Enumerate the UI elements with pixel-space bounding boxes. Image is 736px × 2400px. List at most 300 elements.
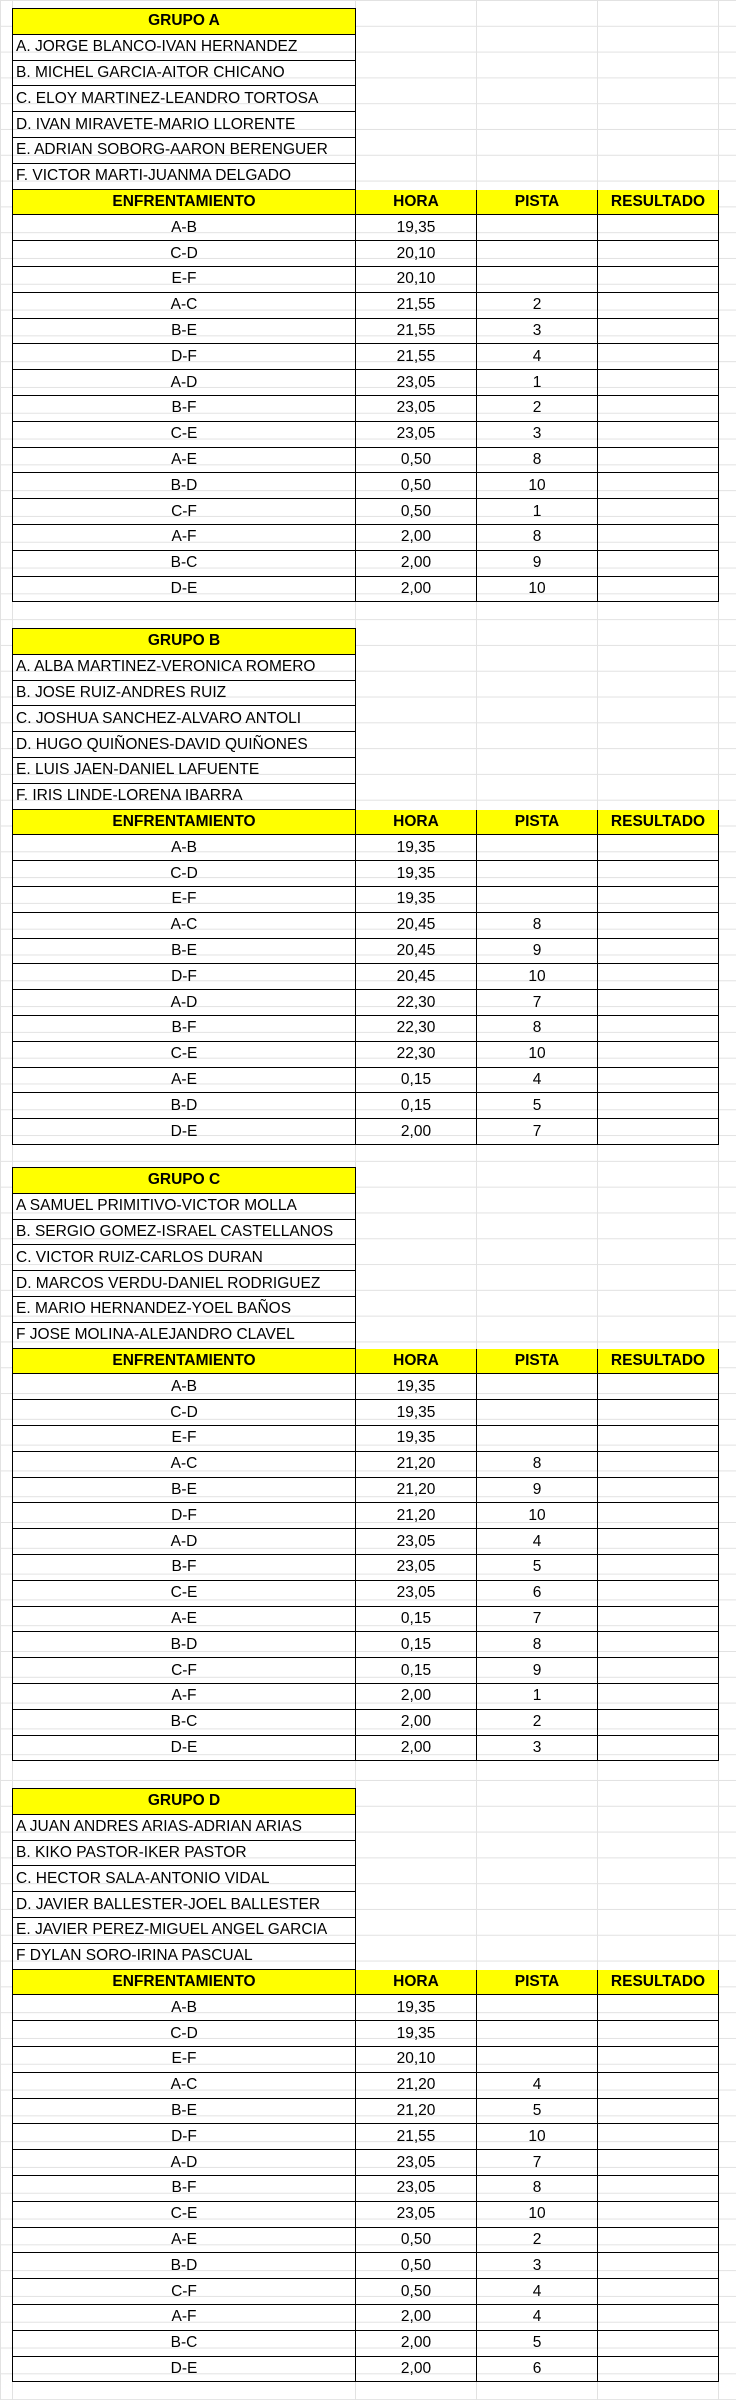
resultado-cell[interactable] [598,1477,719,1503]
match-cell[interactable]: A-E [13,1606,356,1632]
player-cell[interactable]: F JOSE MOLINA-ALEJANDRO CLAVEL [13,1322,356,1348]
empty-cell[interactable] [477,9,598,35]
resultado-cell[interactable] [598,1735,719,1761]
empty-cell[interactable] [598,1245,719,1271]
match-cell[interactable]: D-E [13,1735,356,1761]
match-cell[interactable]: B-F [13,395,356,421]
empty-cell[interactable] [356,757,477,783]
empty-cell[interactable] [477,706,598,732]
pista-cell[interactable]: 5 [477,2330,598,2356]
match-cell[interactable]: C-D [13,241,356,267]
pista-cell[interactable]: 3 [477,318,598,344]
resultado-cell[interactable] [598,473,719,499]
resultado-cell[interactable] [598,1632,719,1658]
empty-cell[interactable] [598,1866,719,1892]
empty-cell[interactable] [356,163,477,189]
match-cell[interactable]: C-E [13,1041,356,1067]
pista-cell[interactable]: 3 [477,2253,598,2279]
pista-cell[interactable]: 8 [477,912,598,938]
empty-cell[interactable] [477,783,598,809]
player-cell[interactable]: B. JOSE RUIZ-ANDRES RUIZ [13,680,356,706]
pista-cell[interactable]: 5 [477,1093,598,1119]
resultado-cell[interactable] [598,1374,719,1400]
match-cell[interactable]: B-E [13,938,356,964]
pista-cell[interactable]: 6 [477,2356,598,2382]
empty-cell[interactable] [356,112,477,138]
pista-cell[interactable]: 7 [477,2150,598,2176]
match-cell[interactable]: B-E [13,318,356,344]
hora-cell[interactable]: 23,05 [356,2150,477,2176]
pista-cell[interactable]: 10 [477,1041,598,1067]
empty-cell[interactable] [598,9,719,35]
match-cell[interactable]: A-D [13,1529,356,1555]
pista-cell[interactable]: 10 [477,473,598,499]
resultado-cell[interactable] [598,1451,719,1477]
resultado-cell[interactable] [598,292,719,318]
resultado-cell[interactable] [598,2201,719,2227]
hora-cell[interactable]: 23,05 [356,370,477,396]
empty-cell[interactable] [477,757,598,783]
match-cell[interactable]: D-E [13,1119,356,1145]
hora-cell[interactable]: 21,20 [356,1503,477,1529]
pista-cell[interactable] [477,2021,598,2047]
player-cell[interactable]: A. JORGE BLANCO-IVAN HERNANDEZ [13,34,356,60]
empty-cell[interactable] [477,86,598,112]
group-title[interactable]: GRUPO A [13,9,356,35]
player-cell[interactable]: B. MICHEL GARCIA-AITOR CHICANO [13,60,356,86]
empty-cell[interactable] [598,1322,719,1348]
match-cell[interactable]: A-B [13,835,356,861]
empty-cell[interactable] [356,1917,477,1943]
hora-cell[interactable]: 0,50 [356,2227,477,2253]
header-pista[interactable]: PISTA [477,189,598,215]
match-cell[interactable]: B-D [13,1632,356,1658]
player-cell[interactable]: B. KIKO PASTOR-IKER PASTOR [13,1840,356,1866]
match-cell[interactable]: A-C [13,292,356,318]
player-cell[interactable]: A SAMUEL PRIMITIVO-VICTOR MOLLA [13,1193,356,1219]
empty-cell[interactable] [598,1168,719,1194]
empty-cell[interactable] [356,1789,477,1815]
resultado-cell[interactable] [598,1067,719,1093]
hora-cell[interactable]: 19,35 [356,886,477,912]
empty-cell[interactable] [356,1193,477,1219]
empty-cell[interactable] [598,137,719,163]
header-resultado[interactable]: RESULTADO [598,189,719,215]
empty-cell[interactable] [356,86,477,112]
hora-cell[interactable]: 19,35 [356,1425,477,1451]
hora-cell[interactable]: 23,05 [356,395,477,421]
player-cell[interactable]: C. JOSHUA SANCHEZ-ALVARO ANTOLI [13,706,356,732]
match-cell[interactable]: D-E [13,576,356,602]
match-cell[interactable]: E-F [13,2046,356,2072]
resultado-cell[interactable] [598,421,719,447]
empty-cell[interactable] [598,654,719,680]
match-cell[interactable]: C-E [13,421,356,447]
empty-cell[interactable] [477,1892,598,1918]
match-cell[interactable]: B-C [13,550,356,576]
header-pista[interactable]: PISTA [477,809,598,835]
resultado-cell[interactable] [598,2356,719,2382]
match-cell[interactable]: B-F [13,1015,356,1041]
resultado-cell[interactable] [598,524,719,550]
match-cell[interactable]: A-E [13,447,356,473]
empty-cell[interactable] [356,629,477,655]
match-cell[interactable]: B-F [13,2175,356,2201]
group-title[interactable]: GRUPO D [13,1789,356,1815]
hora-cell[interactable]: 0,15 [356,1067,477,1093]
resultado-cell[interactable] [598,1425,719,1451]
empty-cell[interactable] [477,654,598,680]
empty-cell[interactable] [477,680,598,706]
empty-cell[interactable] [477,1296,598,1322]
empty-cell[interactable] [598,1917,719,1943]
match-cell[interactable]: C-E [13,1580,356,1606]
match-cell[interactable]: D-E [13,2356,356,2382]
resultado-cell[interactable] [598,2021,719,2047]
resultado-cell[interactable] [598,2046,719,2072]
resultado-cell[interactable] [598,447,719,473]
empty-cell[interactable] [598,1193,719,1219]
empty-cell[interactable] [598,163,719,189]
hora-cell[interactable]: 19,35 [356,861,477,887]
empty-cell[interactable] [356,680,477,706]
hora-cell[interactable]: 0,50 [356,2253,477,2279]
pista-cell[interactable] [477,861,598,887]
match-cell[interactable]: A-D [13,2150,356,2176]
match-cell[interactable]: A-B [13,1995,356,2021]
header-enfrentamiento[interactable]: ENFRENTAMIENTO [13,1969,356,1995]
header-hora[interactable]: HORA [356,189,477,215]
empty-cell[interactable] [356,1814,477,1840]
hora-cell[interactable]: 21,55 [356,318,477,344]
pista-cell[interactable]: 7 [477,1606,598,1632]
pista-cell[interactable]: 3 [477,1735,598,1761]
resultado-cell[interactable] [598,1041,719,1067]
hora-cell[interactable]: 20,10 [356,266,477,292]
header-resultado[interactable]: RESULTADO [598,809,719,835]
empty-cell[interactable] [477,732,598,758]
match-cell[interactable]: C-E [13,2201,356,2227]
header-resultado[interactable]: RESULTADO [598,1348,719,1374]
empty-cell[interactable] [356,783,477,809]
hora-cell[interactable]: 0,15 [356,1632,477,1658]
resultado-cell[interactable] [598,2227,719,2253]
pista-cell[interactable]: 2 [477,292,598,318]
match-cell[interactable]: A-C [13,2072,356,2098]
pista-cell[interactable]: 8 [477,2175,598,2201]
resultado-cell[interactable] [598,576,719,602]
hora-cell[interactable]: 19,35 [356,835,477,861]
hora-cell[interactable]: 19,35 [356,1995,477,2021]
hora-cell[interactable]: 0,15 [356,1658,477,1684]
match-cell[interactable]: E-F [13,1425,356,1451]
resultado-cell[interactable] [598,2150,719,2176]
empty-cell[interactable] [598,680,719,706]
hora-cell[interactable]: 2,00 [356,550,477,576]
pista-cell[interactable] [477,2046,598,2072]
pista-cell[interactable] [477,1995,598,2021]
pista-cell[interactable] [477,1400,598,1426]
pista-cell[interactable]: 3 [477,421,598,447]
hora-cell[interactable]: 2,00 [356,2356,477,2382]
pista-cell[interactable]: 9 [477,550,598,576]
hora-cell[interactable]: 0,15 [356,1093,477,1119]
hora-cell[interactable]: 23,05 [356,2201,477,2227]
resultado-cell[interactable] [598,1683,719,1709]
resultado-cell[interactable] [598,215,719,241]
header-pista[interactable]: PISTA [477,1348,598,1374]
resultado-cell[interactable] [598,1709,719,1735]
resultado-cell[interactable] [598,2304,719,2330]
resultado-cell[interactable] [598,550,719,576]
empty-cell[interactable] [477,1866,598,1892]
player-cell[interactable]: D. HUGO QUIÑONES-DAVID QUIÑONES [13,732,356,758]
empty-cell[interactable] [356,706,477,732]
pista-cell[interactable]: 5 [477,2098,598,2124]
empty-cell[interactable] [477,112,598,138]
resultado-cell[interactable] [598,2124,719,2150]
header-enfrentamiento[interactable]: ENFRENTAMIENTO [13,1348,356,1374]
match-cell[interactable]: C-D [13,2021,356,2047]
hora-cell[interactable]: 20,45 [356,938,477,964]
pista-cell[interactable]: 10 [477,576,598,602]
pista-cell[interactable]: 8 [477,524,598,550]
pista-cell[interactable]: 9 [477,1658,598,1684]
empty-cell[interactable] [598,1892,719,1918]
empty-cell[interactable] [598,783,719,809]
resultado-cell[interactable] [598,2175,719,2201]
hora-cell[interactable]: 2,00 [356,2330,477,2356]
pista-cell[interactable]: 4 [477,344,598,370]
hora-cell[interactable]: 2,00 [356,524,477,550]
pista-cell[interactable]: 7 [477,990,598,1016]
match-cell[interactable]: E-F [13,886,356,912]
pista-cell[interactable] [477,835,598,861]
hora-cell[interactable]: 2,00 [356,576,477,602]
player-cell[interactable]: C. HECTOR SALA-ANTONIO VIDAL [13,1866,356,1892]
empty-cell[interactable] [356,1245,477,1271]
empty-cell[interactable] [356,60,477,86]
hora-cell[interactable]: 2,00 [356,1709,477,1735]
empty-cell[interactable] [598,1789,719,1815]
match-cell[interactable]: B-C [13,2330,356,2356]
hora-cell[interactable]: 21,55 [356,292,477,318]
empty-cell[interactable] [356,9,477,35]
player-cell[interactable]: F. IRIS LINDE-LORENA IBARRA [13,783,356,809]
hora-cell[interactable]: 20,10 [356,241,477,267]
pista-cell[interactable]: 6 [477,1580,598,1606]
pista-cell[interactable]: 8 [477,1451,598,1477]
empty-cell[interactable] [598,706,719,732]
hora-cell[interactable]: 19,35 [356,1400,477,1426]
match-cell[interactable]: B-E [13,1477,356,1503]
pista-cell[interactable]: 4 [477,1529,598,1555]
empty-cell[interactable] [477,1245,598,1271]
pista-cell[interactable]: 2 [477,1709,598,1735]
empty-cell[interactable] [356,1866,477,1892]
hora-cell[interactable]: 2,00 [356,2304,477,2330]
pista-cell[interactable] [477,1374,598,1400]
player-cell[interactable]: F. VICTOR MARTI-JUANMA DELGADO [13,163,356,189]
match-cell[interactable]: A-D [13,990,356,1016]
resultado-cell[interactable] [598,370,719,396]
resultado-cell[interactable] [598,1119,719,1145]
player-cell[interactable]: D. IVAN MIRAVETE-MARIO LLORENTE [13,112,356,138]
empty-cell[interactable] [598,1271,719,1297]
hora-cell[interactable]: 0,50 [356,2279,477,2305]
hora-cell[interactable]: 2,00 [356,1119,477,1145]
empty-cell[interactable] [356,732,477,758]
match-cell[interactable]: D-F [13,1503,356,1529]
pista-cell[interactable] [477,215,598,241]
player-cell[interactable]: D. MARCOS VERDU-DANIEL RODRIGUEZ [13,1271,356,1297]
hora-cell[interactable]: 23,05 [356,2175,477,2201]
resultado-cell[interactable] [598,1529,719,1555]
resultado-cell[interactable] [598,1995,719,2021]
resultado-cell[interactable] [598,318,719,344]
resultado-cell[interactable] [598,266,719,292]
hora-cell[interactable]: 19,35 [356,215,477,241]
player-cell[interactable]: E. ADRIAN SOBORG-AARON BERENGUER [13,137,356,163]
empty-cell[interactable] [356,1892,477,1918]
hora-cell[interactable]: 22,30 [356,990,477,1016]
hora-cell[interactable]: 20,10 [356,2046,477,2072]
match-cell[interactable]: D-F [13,2124,356,2150]
hora-cell[interactable]: 2,00 [356,1735,477,1761]
hora-cell[interactable]: 23,05 [356,1580,477,1606]
empty-cell[interactable] [598,1840,719,1866]
hora-cell[interactable]: 22,30 [356,1041,477,1067]
player-cell[interactable]: B. SERGIO GOMEZ-ISRAEL CASTELLANOS [13,1219,356,1245]
resultado-cell[interactable] [598,395,719,421]
pista-cell[interactable]: 4 [477,2072,598,2098]
match-cell[interactable]: A-C [13,912,356,938]
hora-cell[interactable]: 21,20 [356,1451,477,1477]
hora-cell[interactable]: 0,50 [356,499,477,525]
resultado-cell[interactable] [598,2279,719,2305]
pista-cell[interactable] [477,1425,598,1451]
match-cell[interactable]: C-D [13,861,356,887]
hora-cell[interactable]: 0,50 [356,473,477,499]
resultado-cell[interactable] [598,886,719,912]
resultado-cell[interactable] [598,344,719,370]
hora-cell[interactable]: 22,30 [356,1015,477,1041]
resultado-cell[interactable] [598,990,719,1016]
player-cell[interactable]: C. ELOY MARTINEZ-LEANDRO TORTOSA [13,86,356,112]
empty-cell[interactable] [477,629,598,655]
pista-cell[interactable]: 7 [477,1119,598,1145]
empty-cell[interactable] [356,137,477,163]
match-cell[interactable]: E-F [13,266,356,292]
empty-cell[interactable] [356,654,477,680]
match-cell[interactable]: C-D [13,1400,356,1426]
hora-cell[interactable]: 21,55 [356,344,477,370]
match-cell[interactable]: A-C [13,1451,356,1477]
match-cell[interactable]: A-F [13,524,356,550]
pista-cell[interactable]: 10 [477,2201,598,2227]
match-cell[interactable]: B-C [13,1709,356,1735]
hora-cell[interactable]: 20,45 [356,912,477,938]
match-cell[interactable]: B-D [13,473,356,499]
empty-cell[interactable] [477,34,598,60]
player-cell[interactable]: E. LUIS JAEN-DANIEL LAFUENTE [13,757,356,783]
empty-cell[interactable] [598,86,719,112]
header-hora[interactable]: HORA [356,1348,477,1374]
match-cell[interactable]: D-F [13,964,356,990]
empty-cell[interactable] [598,1814,719,1840]
empty-cell[interactable] [477,1219,598,1245]
empty-cell[interactable] [356,1943,477,1969]
empty-cell[interactable] [598,1219,719,1245]
hora-cell[interactable]: 2,00 [356,1683,477,1709]
pista-cell[interactable]: 9 [477,938,598,964]
player-cell[interactable]: E. MARIO HERNANDEZ-YOEL BAÑOS [13,1296,356,1322]
empty-cell[interactable] [598,1943,719,1969]
pista-cell[interactable]: 1 [477,499,598,525]
player-cell[interactable]: A. ALBA MARTINEZ-VERONICA ROMERO [13,654,356,680]
hora-cell[interactable]: 23,05 [356,1529,477,1555]
resultado-cell[interactable] [598,912,719,938]
hora-cell[interactable]: 21,55 [356,2124,477,2150]
empty-cell[interactable] [477,1943,598,1969]
empty-cell[interactable] [356,1840,477,1866]
hora-cell[interactable]: 19,35 [356,1374,477,1400]
pista-cell[interactable]: 2 [477,395,598,421]
resultado-cell[interactable] [598,1093,719,1119]
empty-cell[interactable] [356,1322,477,1348]
resultado-cell[interactable] [598,1015,719,1041]
resultado-cell[interactable] [598,1400,719,1426]
empty-cell[interactable] [356,1296,477,1322]
resultado-cell[interactable] [598,835,719,861]
empty-cell[interactable] [598,1296,719,1322]
pista-cell[interactable]: 10 [477,1503,598,1529]
resultado-cell[interactable] [598,1554,719,1580]
hora-cell[interactable]: 21,20 [356,2098,477,2124]
hora-cell[interactable]: 21,20 [356,2072,477,2098]
match-cell[interactable]: A-F [13,2304,356,2330]
hora-cell[interactable]: 21,20 [356,1477,477,1503]
empty-cell[interactable] [477,1840,598,1866]
match-cell[interactable]: B-E [13,2098,356,2124]
player-cell[interactable]: C. VICTOR RUIZ-CARLOS DURAN [13,1245,356,1271]
resultado-cell[interactable] [598,938,719,964]
pista-cell[interactable]: 1 [477,370,598,396]
match-cell[interactable]: B-D [13,2253,356,2279]
header-pista[interactable]: PISTA [477,1969,598,1995]
pista-cell[interactable] [477,886,598,912]
empty-cell[interactable] [356,34,477,60]
empty-cell[interactable] [477,1814,598,1840]
header-hora[interactable]: HORA [356,809,477,835]
match-cell[interactable]: B-F [13,1554,356,1580]
group-title[interactable]: GRUPO B [13,629,356,655]
header-enfrentamiento[interactable]: ENFRENTAMIENTO [13,189,356,215]
empty-cell[interactable] [477,137,598,163]
resultado-cell[interactable] [598,499,719,525]
empty-cell[interactable] [477,1789,598,1815]
hora-cell[interactable]: 0,50 [356,447,477,473]
resultado-cell[interactable] [598,2253,719,2279]
empty-cell[interactable] [477,1917,598,1943]
group-title[interactable]: GRUPO C [13,1168,356,1194]
hora-cell[interactable]: 19,35 [356,2021,477,2047]
match-cell[interactable]: A-E [13,2227,356,2253]
resultado-cell[interactable] [598,2330,719,2356]
pista-cell[interactable]: 4 [477,2304,598,2330]
resultado-cell[interactable] [598,2098,719,2124]
empty-cell[interactable] [477,1193,598,1219]
